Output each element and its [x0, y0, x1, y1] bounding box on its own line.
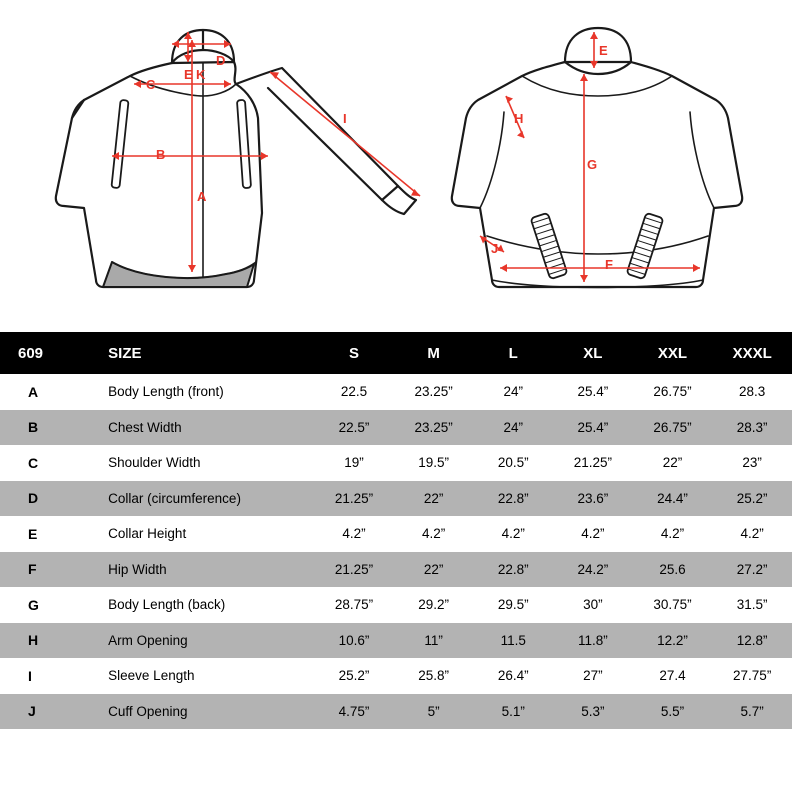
- label-E-front: E: [184, 67, 193, 82]
- table-row: [0, 445, 792, 481]
- row-name-h: Arm Opening: [64, 623, 314, 659]
- size-header-xl: XL: [553, 332, 633, 374]
- cell-c-s: 19”: [314, 445, 394, 481]
- cell-h-xxl: 12.2”: [633, 623, 713, 659]
- table-row: [0, 374, 792, 410]
- cell-a-xxl: 26.75”: [633, 374, 713, 410]
- label-C-front: C: [146, 77, 156, 92]
- cell-c-l: 20.5”: [473, 445, 553, 481]
- illustration-panel: [0, 0, 792, 332]
- row-name-c: Shoulder Width: [64, 445, 314, 481]
- table-row: [0, 516, 792, 552]
- cell-h-xl: 11.8”: [553, 623, 633, 659]
- cell-g-xl: 30”: [553, 587, 633, 623]
- label-K-front: K: [196, 67, 206, 82]
- cell-c-xxxl: 23”: [712, 445, 792, 481]
- header-row: [0, 332, 792, 374]
- cell-a-xl: 25.4”: [553, 374, 633, 410]
- label-A-front: A: [197, 189, 207, 204]
- back-collar-inner: [565, 62, 631, 74]
- size-header-m: M: [394, 332, 474, 374]
- size-header-xxxl: XXXL: [712, 332, 792, 374]
- row-key-a: A: [0, 374, 64, 410]
- row-key-f: F: [0, 552, 64, 588]
- label-F-back: F: [605, 257, 613, 272]
- back-armhole-left: [480, 112, 504, 208]
- cell-c-xl: 21.25”: [553, 445, 633, 481]
- cell-g-m: 29.2”: [394, 587, 474, 623]
- row-key-c: C: [0, 445, 64, 481]
- cell-e-l: 4.2”: [473, 516, 553, 552]
- cell-f-xl: 24.2”: [553, 552, 633, 588]
- cell-j-s: 4.75”: [314, 694, 394, 730]
- back-pocket-right: [627, 213, 664, 279]
- measure-I-line: [270, 72, 420, 196]
- back-waist-seam: [487, 236, 708, 254]
- cell-c-xxl: 22”: [633, 445, 713, 481]
- cell-j-xxl: 5.5”: [633, 694, 713, 730]
- cell-b-l: 24”: [473, 410, 553, 446]
- table-row: [0, 481, 792, 517]
- row-key-g: G: [0, 587, 64, 623]
- cell-a-l: 24”: [473, 374, 553, 410]
- row-key-d: D: [0, 481, 64, 517]
- cell-e-xxl: 4.2”: [633, 516, 713, 552]
- back-armhole-right: [690, 112, 714, 208]
- cell-j-xxxl: 5.7”: [712, 694, 792, 730]
- table-row: [0, 587, 792, 623]
- row-name-i: Sleeve Length: [64, 658, 314, 694]
- row-name-g: Body Length (back): [64, 587, 314, 623]
- cell-e-xl: 4.2”: [553, 516, 633, 552]
- table-row: [0, 694, 792, 730]
- row-name-e: Collar Height: [64, 516, 314, 552]
- row-key-i: I: [0, 658, 64, 694]
- cell-c-m: 19.5”: [394, 445, 474, 481]
- front-body-outline: [56, 62, 262, 287]
- cell-i-xxxl: 27.75”: [712, 658, 792, 694]
- label-G-back: G: [587, 157, 598, 172]
- row-name-d: Collar (circumference): [64, 481, 314, 517]
- cell-a-s: 22.5: [314, 374, 394, 410]
- cell-e-s: 4.2”: [314, 516, 394, 552]
- row-key-e: E: [0, 516, 64, 552]
- row-key-j: J: [0, 694, 64, 730]
- jacket-diagram-svg: [0, 0, 792, 332]
- cell-d-xxxl: 25.2”: [712, 481, 792, 517]
- cell-j-l: 5.1”: [473, 694, 553, 730]
- cell-d-m: 22”: [394, 481, 474, 517]
- table-row: [0, 552, 792, 588]
- cell-f-s: 21.25”: [314, 552, 394, 588]
- cell-e-m: 4.2”: [394, 516, 474, 552]
- label-H-back: H: [514, 111, 524, 126]
- size-header-s: S: [314, 332, 394, 374]
- front-pocket-right: [237, 100, 251, 188]
- table-row: [0, 410, 792, 446]
- cell-d-xl: 23.6”: [553, 481, 633, 517]
- cell-b-xl: 25.4”: [553, 410, 633, 446]
- cell-d-xxl: 24.4”: [633, 481, 713, 517]
- cell-h-s: 10.6”: [314, 623, 394, 659]
- front-hem-panel: [103, 262, 254, 287]
- row-key-h: H: [0, 623, 64, 659]
- cell-i-m: 25.8”: [394, 658, 474, 694]
- cell-h-m: 11”: [394, 623, 474, 659]
- size-header-xxl: XXL: [633, 332, 713, 374]
- style-code-cell: 609: [0, 332, 64, 374]
- cell-a-m: 23.25”: [394, 374, 474, 410]
- size-header-l: L: [473, 332, 553, 374]
- table-row: [0, 623, 792, 659]
- cell-b-xxxl: 28.3”: [712, 410, 792, 446]
- front-pocket-left: [111, 100, 128, 188]
- cell-b-xxl: 26.75”: [633, 410, 713, 446]
- label-E-back: E: [599, 43, 608, 58]
- cell-i-xl: 27”: [553, 658, 633, 694]
- size-chart-table: [0, 332, 792, 729]
- row-name-f: Hip Width: [64, 552, 314, 588]
- cell-f-m: 22”: [394, 552, 474, 588]
- cell-b-s: 22.5”: [314, 410, 394, 446]
- cell-j-m: 5”: [394, 694, 474, 730]
- front-right-sleeve: [236, 68, 416, 214]
- cell-h-l: 11.5: [473, 623, 553, 659]
- cell-g-s: 28.75”: [314, 587, 394, 623]
- back-pocket-left: [531, 213, 568, 279]
- cell-d-s: 21.25”: [314, 481, 394, 517]
- front-yoke-right: [203, 84, 236, 96]
- label-D-front: D: [216, 53, 226, 68]
- front-right-cuff: [382, 186, 398, 200]
- table-header: [0, 332, 792, 374]
- table-row: [0, 658, 792, 694]
- row-name-a: Body Length (front): [64, 374, 314, 410]
- cell-a-xxxl: 28.3: [712, 374, 792, 410]
- cell-i-s: 25.2”: [314, 658, 394, 694]
- back-yoke-seam: [522, 76, 672, 96]
- label-I-front: I: [343, 111, 347, 126]
- cell-h-xxxl: 12.8”: [712, 623, 792, 659]
- cell-i-l: 26.4”: [473, 658, 553, 694]
- row-name-j: Cuff Opening: [64, 694, 314, 730]
- cell-g-xxl: 30.75”: [633, 587, 713, 623]
- label-J-back: J: [491, 241, 499, 256]
- size-column-header: SIZE: [64, 332, 314, 374]
- cell-i-xxl: 27.4: [633, 658, 713, 694]
- label-B-front: B: [156, 147, 166, 162]
- back-collar-outer: [565, 28, 631, 62]
- cell-d-l: 22.8”: [473, 481, 553, 517]
- cell-j-xl: 5.3”: [553, 694, 633, 730]
- cell-f-xxxl: 27.2”: [712, 552, 792, 588]
- cell-f-xxl: 25.6: [633, 552, 713, 588]
- table-body: [0, 374, 792, 729]
- row-key-b: B: [0, 410, 64, 446]
- cell-b-m: 23.25”: [394, 410, 474, 446]
- row-name-b: Chest Width: [64, 410, 314, 446]
- cell-e-xxxl: 4.2”: [712, 516, 792, 552]
- cell-f-l: 22.8”: [473, 552, 553, 588]
- front-shoulder-left: [72, 100, 84, 118]
- cell-g-xxxl: 31.5”: [712, 587, 792, 623]
- cell-g-l: 29.5”: [473, 587, 553, 623]
